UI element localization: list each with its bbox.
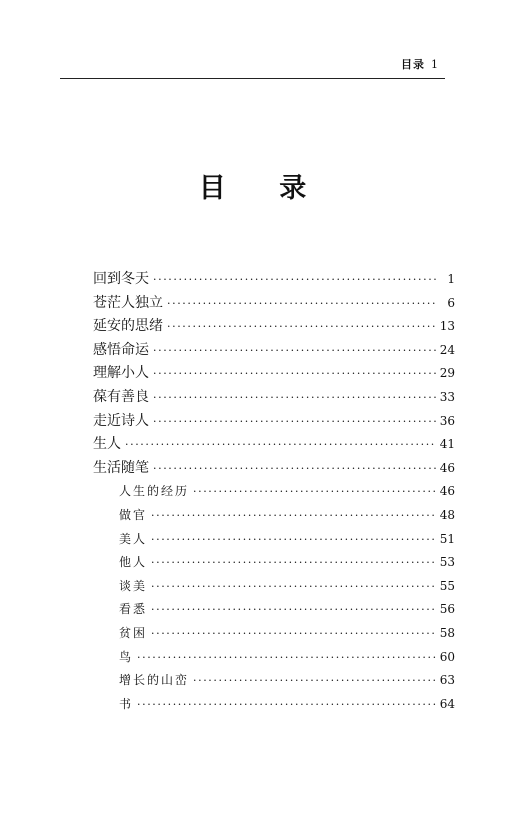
toc-subentry[interactable] bbox=[93, 528, 455, 552]
dot-leader bbox=[153, 362, 436, 386]
toc-entry-label: 感悟命运 bbox=[93, 341, 149, 358]
toc-entry-page: 64 bbox=[439, 696, 455, 711]
toc-entry-page: 48 bbox=[439, 507, 455, 522]
toc-entry[interactable] bbox=[93, 268, 455, 292]
toc-entry-label: 走近诗人 bbox=[93, 412, 149, 429]
toc-entry-page: 41 bbox=[439, 437, 455, 452]
toc-entry-page: 6 bbox=[447, 295, 455, 310]
toc-entry-label: 看悉 bbox=[119, 602, 148, 617]
toc-entry-page: 63 bbox=[439, 673, 455, 688]
dot-leader bbox=[153, 410, 436, 434]
toc-subentry[interactable] bbox=[93, 669, 455, 693]
dot-leader bbox=[151, 598, 436, 622]
dot-leader bbox=[137, 693, 436, 717]
toc-entry-page: 58 bbox=[439, 625, 455, 640]
dot-leader bbox=[153, 268, 437, 292]
toc-entry-page: 1 bbox=[447, 272, 455, 286]
toc-entry-label: 谈美 bbox=[119, 578, 148, 593]
toc-entry-page: 55 bbox=[439, 578, 455, 593]
toc-entry[interactable] bbox=[93, 339, 455, 363]
dot-leader bbox=[167, 315, 436, 339]
toc-entry-page: 56 bbox=[439, 602, 455, 617]
toc-entry-label: 理解小人 bbox=[93, 365, 149, 382]
toc-entry-label: 鸟 bbox=[119, 649, 134, 664]
dot-leader bbox=[151, 622, 436, 646]
toc-subentry[interactable] bbox=[93, 504, 455, 528]
toc-entry-label: 回到冬天 bbox=[93, 271, 149, 287]
page-number: 1 bbox=[431, 58, 439, 71]
dot-leader bbox=[151, 551, 436, 575]
dot-leader bbox=[153, 339, 436, 363]
toc-entry[interactable] bbox=[93, 362, 455, 386]
toc-entry-label: 延安的思绪 bbox=[93, 318, 163, 335]
toc-entry-page: 46 bbox=[439, 484, 455, 499]
dot-leader bbox=[193, 480, 436, 504]
toc-entry[interactable] bbox=[93, 386, 455, 410]
running-header bbox=[401, 56, 439, 72]
toc-entry-page: 51 bbox=[439, 531, 455, 546]
dot-leader bbox=[153, 386, 436, 410]
toc-subentry[interactable] bbox=[93, 480, 455, 504]
toc-entry-page: 60 bbox=[439, 649, 455, 664]
dot-leader bbox=[193, 669, 436, 693]
toc-subentry[interactable] bbox=[93, 646, 455, 670]
toc-subentry[interactable] bbox=[93, 575, 455, 599]
toc-entry-label: 书 bbox=[119, 696, 134, 711]
toc-subentry[interactable] bbox=[93, 693, 455, 717]
dot-leader bbox=[153, 457, 436, 481]
toc-entry-label: 他人 bbox=[119, 555, 148, 570]
toc-entry-label: 生活随笔 bbox=[93, 459, 149, 476]
toc-entry-page: 13 bbox=[439, 319, 455, 334]
table-of-contents bbox=[93, 268, 455, 716]
page-title: 目 录 bbox=[198, 173, 329, 204]
toc-entry[interactable] bbox=[93, 410, 455, 434]
toc-entry-label: 生人 bbox=[93, 436, 121, 453]
toc-entry-label: 葆有善良 bbox=[93, 388, 149, 405]
toc-entry-page: 36 bbox=[439, 413, 455, 428]
dot-leader bbox=[167, 292, 437, 316]
toc-entry[interactable] bbox=[93, 433, 455, 457]
toc-entry-page: 46 bbox=[439, 460, 455, 475]
dot-leader bbox=[151, 504, 436, 528]
toc-subentry[interactable] bbox=[93, 551, 455, 575]
dot-leader bbox=[151, 575, 436, 599]
toc-entry-label: 美人 bbox=[119, 531, 148, 546]
dot-leader bbox=[151, 528, 436, 552]
toc-entry-label: 做官 bbox=[119, 507, 148, 522]
toc-entry-page: 53 bbox=[439, 555, 455, 570]
toc-entry[interactable] bbox=[93, 315, 455, 339]
toc-entry-page: 29 bbox=[439, 366, 455, 381]
dot-leader bbox=[125, 433, 436, 457]
running-header-section: 目录 bbox=[401, 58, 425, 71]
toc-entry-page: 33 bbox=[439, 389, 455, 404]
toc-entry[interactable] bbox=[93, 292, 455, 316]
header-rule bbox=[60, 78, 445, 79]
dot-leader bbox=[137, 646, 436, 670]
toc-entry[interactable] bbox=[93, 457, 455, 481]
toc-entry-label: 人生的经历 bbox=[119, 484, 190, 499]
toc-entry-label: 贫困 bbox=[119, 625, 148, 640]
toc-subentry[interactable] bbox=[93, 598, 455, 622]
toc-entry-label: 苍茫人独立 bbox=[93, 294, 163, 311]
toc-entry-label: 增长的山峦 bbox=[119, 673, 190, 688]
toc-entry-page: 24 bbox=[439, 342, 455, 357]
toc-subentry[interactable] bbox=[93, 622, 455, 646]
